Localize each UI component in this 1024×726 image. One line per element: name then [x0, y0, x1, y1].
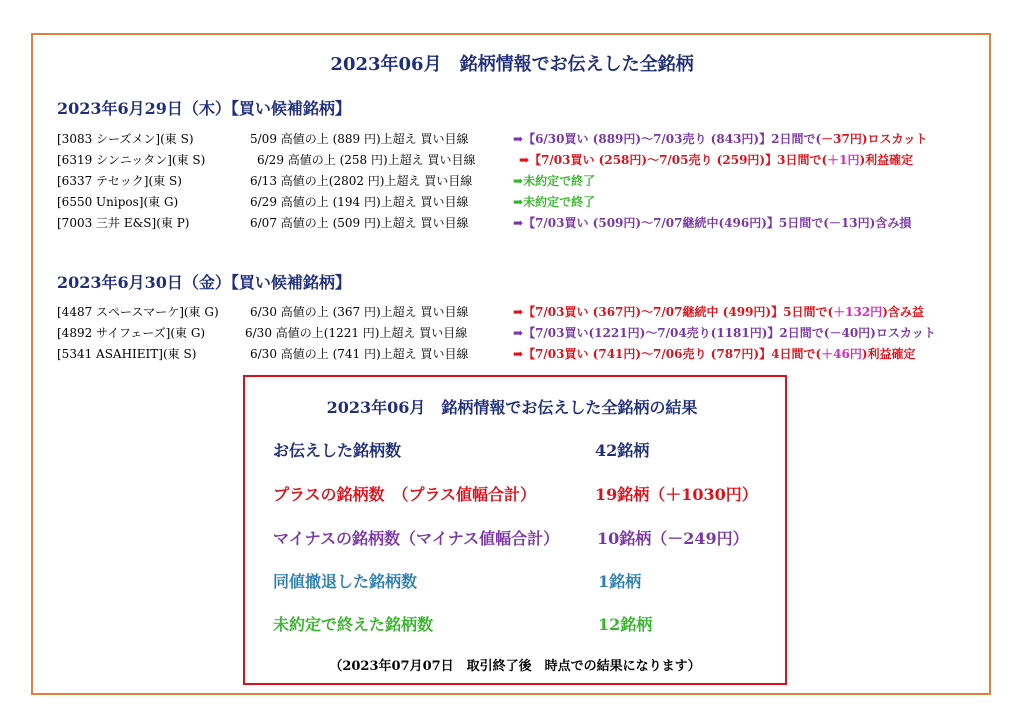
summary-label-plus: プラスの銘柄数 （プラス値幅合計）: [273, 485, 537, 504]
arrow-right-icon: ➡: [513, 326, 524, 340]
arrow-right-icon: ➡: [513, 216, 524, 230]
summary-label-even: 同値撤退した銘柄数: [273, 572, 418, 591]
section-heading-0630: 2023年6月30日（金）【買い候補銘柄】: [57, 273, 351, 292]
stock-code: [6337 テセック](東 S): [57, 174, 182, 188]
summary-value-even: 1銘柄: [598, 572, 642, 591]
arrow-right-icon: ➡: [519, 153, 530, 167]
summary-label-unfilled: 未約定で終えた銘柄数: [273, 615, 434, 634]
signal-text: 6/13 高値の上(2802 円)上超え 買い目線: [250, 174, 473, 188]
signal-text: 6/30 高値の上 (367 円)上超え 買い目線: [250, 305, 469, 319]
arrow-right-icon: ➡: [513, 195, 524, 209]
stock-code: [6550 Unipos](東 G): [57, 195, 179, 209]
result-text: ➡【6/30買い (889円)～7/03売り (843円)】2日間で(－37円)ロスカット: [513, 132, 928, 146]
summary-label-total: お伝えした銘柄数: [273, 441, 402, 460]
signal-text: 6/30 高値の上(1221 円)上超え 買い目線: [245, 326, 468, 340]
arrow-right-icon: ➡: [513, 305, 524, 319]
summary-title: 2023年06月 銘柄情報でお伝えした全銘柄の結果: [326, 398, 698, 417]
stock-code: [5341 ASAHIEIT](東 S): [57, 347, 197, 361]
result-text: ➡【7/03買い (367円)～7/07継続中 (499円)】5日間で(＋132円)含み益: [513, 305, 924, 319]
arrow-right-icon: ➡: [513, 347, 524, 361]
stock-code: [4487 スペースマーケ](東 G): [57, 305, 219, 319]
summary-value-unfilled: 12銘柄: [598, 615, 653, 634]
summary-label-minus: マイナスの銘柄数（マイナス値幅合計）: [273, 529, 560, 548]
stock-code: [6319 シンニッタン](東 S): [57, 153, 206, 167]
signal-text: 6/07 高値の上 (509 円)上超え 買い目線: [250, 216, 469, 230]
stock-code: [3083 シーズメン](東 S): [57, 132, 194, 146]
signal-text: 6/29 高値の上 (194 円)上超え 買い目線: [250, 195, 469, 209]
summary-note: （2023年07月07日 取引終了後 時点での結果になります）: [329, 659, 701, 674]
stock-code: [7003 三井 E&S](東 P): [57, 216, 190, 230]
stock-code: [4892 サイフェーズ](東 G): [57, 326, 206, 340]
summary-value-plus: 19銘柄（＋1030円）: [595, 485, 758, 504]
page-title: 2023年06月 銘柄情報でお伝えした全銘柄: [330, 54, 694, 75]
arrow-right-icon: ➡: [513, 174, 524, 188]
result-text: ➡【7/03買い (258円)～7/05売り (259円)】3日間で(＋1円)利益確定: [519, 153, 914, 167]
result-text: ➡未約定で終了: [513, 174, 596, 188]
signal-text: 6/29 高値の上 (258 円)上超え 買い目線: [257, 153, 476, 167]
result-text: ➡【7/03買い (741円)～7/06売り (787円)】4日間で(＋46円)利益確定: [513, 347, 916, 361]
result-text: ➡【7/03買い(1221円)～7/04売り(1181円)】2日間で(－40円)ロスカット: [513, 326, 936, 340]
section-heading-0629: 2023年6月29日（木）【買い候補銘柄】: [57, 99, 351, 118]
arrow-right-icon: ➡: [513, 132, 524, 146]
summary-value-total: 42銘柄: [595, 441, 650, 460]
result-text: ➡【7/03買い (509円)～7/07継続中(496円)】5日間で(－13円)含み損: [513, 216, 912, 230]
signal-text: 6/30 高値の上 (741 円)上超え 買い目線: [250, 347, 469, 361]
result-text: ➡未約定で終了: [513, 195, 596, 209]
summary-value-minus: 10銘柄（－249円）: [597, 529, 749, 548]
signal-text: 5/09 高値の上 (889 円)上超え 買い目線: [250, 132, 469, 146]
